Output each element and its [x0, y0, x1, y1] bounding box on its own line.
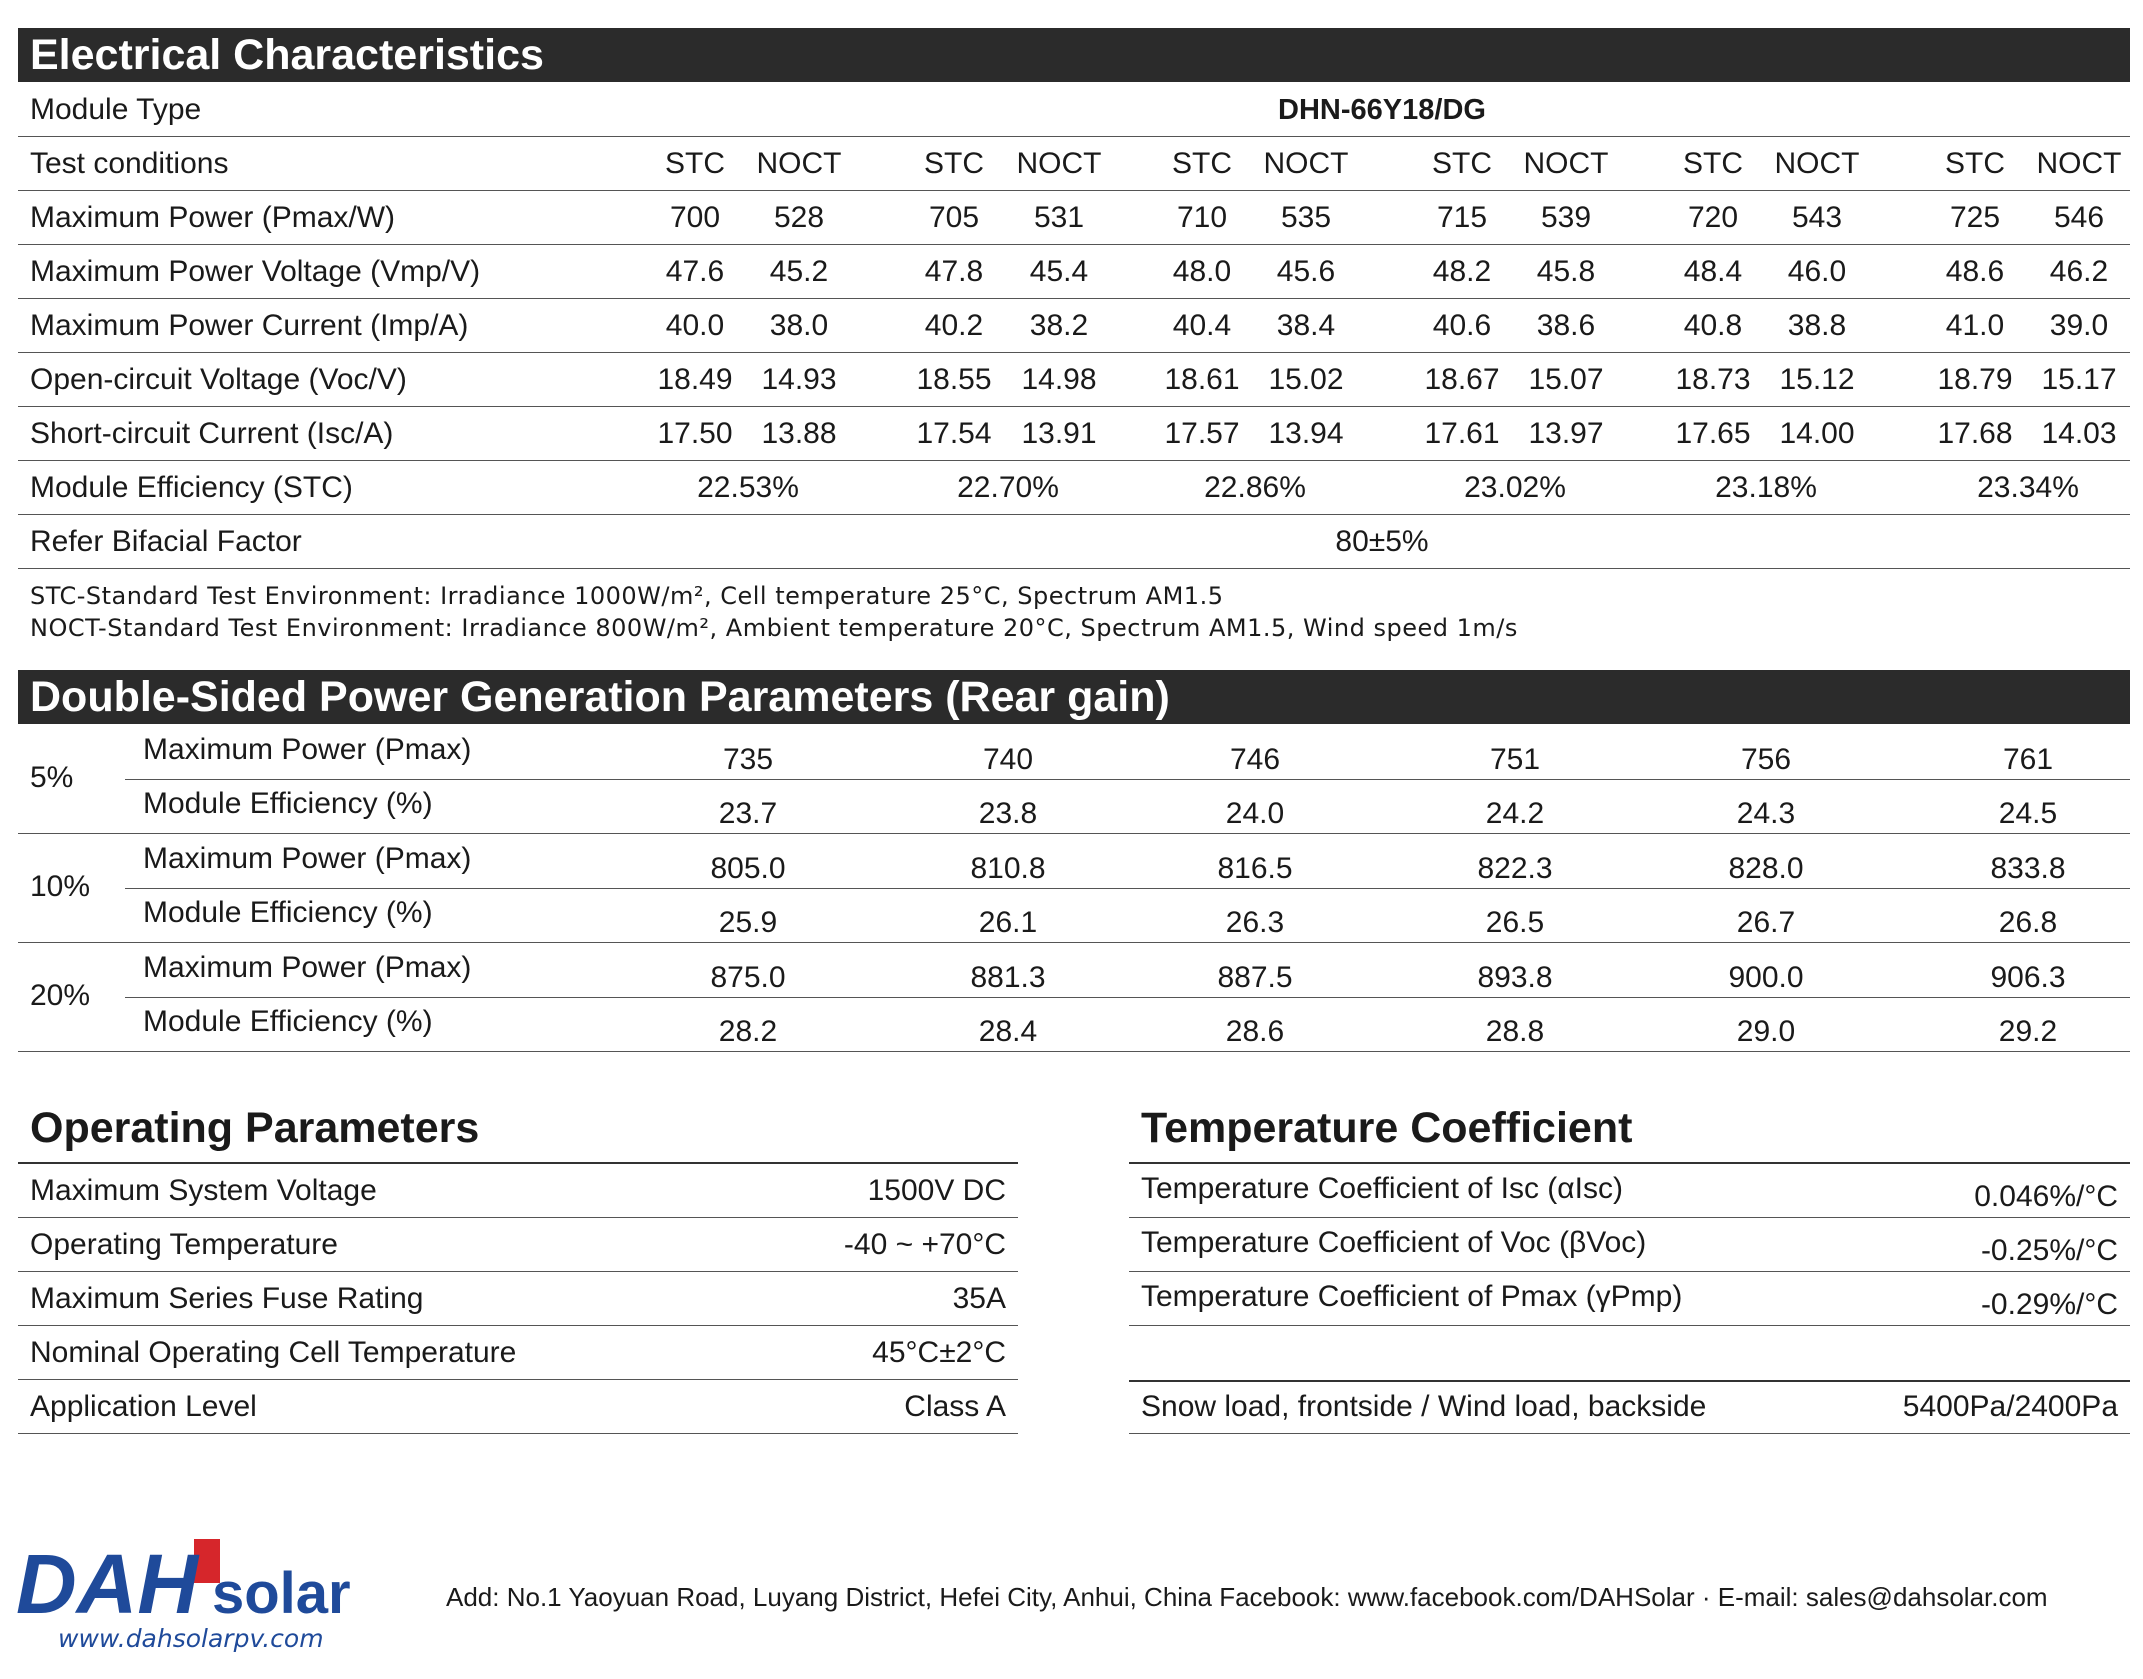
- operating-row: [18, 1272, 1018, 1326]
- gain-label: 20%: [30, 979, 91, 1012]
- cell-value: 18.79: [1937, 363, 2013, 396]
- cell-value: 38.4: [1276, 309, 1336, 342]
- cell-value: 746: [1229, 743, 1281, 776]
- cell-value: 15.17: [2041, 363, 2117, 396]
- cell-value: 23.7: [718, 797, 778, 830]
- noct-note: NOCT-Standard Test Environment: Irradiance 800W/m², Ambient temperature 20°C, Spectrum AM1.5, Wind speed 1m/s: [30, 614, 1518, 642]
- module-type-label: Module Type: [30, 93, 202, 126]
- cell-value: 816.5: [1217, 852, 1293, 885]
- operating-parameters-title: Operating Parameters: [30, 1104, 480, 1152]
- dah-solar-logo: [16, 1535, 366, 1655]
- cell-value: 39.0: [2049, 309, 2109, 342]
- cell-value: 29.2: [1998, 1015, 2058, 1048]
- cell-value: 17.65: [1675, 417, 1751, 450]
- cell-value: 14.00: [1779, 417, 1855, 450]
- cell-value: 810.8: [970, 852, 1046, 885]
- cell-value: 833.8: [1990, 852, 2066, 885]
- row-label: Temperature Coefficient of Pmax (γPmp): [1141, 1280, 1683, 1313]
- cell-value: 48.2: [1432, 255, 1492, 288]
- cell-value: 38.2: [1029, 309, 1089, 342]
- cell-value: 26.7: [1736, 906, 1796, 939]
- operating-row: [18, 1326, 1018, 1380]
- efficiency-value: 22.70%: [957, 471, 1059, 504]
- cell-value: 17.68: [1937, 417, 2013, 450]
- cell-value: 539: [1540, 201, 1592, 234]
- efficiency-value: 22.53%: [697, 471, 799, 504]
- row-label: Short-circuit Current (Isc/A): [30, 417, 394, 450]
- cell-value: 28.4: [978, 1015, 1038, 1048]
- operating-row: [18, 1164, 1018, 1218]
- temperature-coefficient-title: Temperature Coefficient: [1141, 1104, 1633, 1152]
- cell-value: 46.2: [2049, 255, 2109, 288]
- cell-value: 14.03: [2041, 417, 2117, 450]
- temperature-row: [1129, 1164, 2130, 1218]
- max-power-voltage-row: [18, 245, 2130, 299]
- cell-value: 41.0: [1945, 309, 2005, 342]
- cell-value: 40.4: [1172, 309, 1232, 342]
- cell-value: 26.5: [1485, 906, 1545, 939]
- row-label: Temperature Coefficient of Voc (βVoc): [1141, 1226, 1647, 1259]
- condition-header: NOCT: [1016, 147, 1102, 180]
- module-efficiency-row: [18, 461, 2130, 515]
- efficiency-value: 23.34%: [1977, 471, 2079, 504]
- stc-note: STC-Standard Test Environment: Irradiance 1000W/m², Cell temperature 25°C, Spectrum AM1.5: [30, 582, 1224, 610]
- efficiency-value: 22.86%: [1204, 471, 1306, 504]
- cell-value: 751: [1489, 743, 1541, 776]
- condition-header: STC: [1432, 147, 1492, 180]
- max-power-row: [18, 191, 2130, 245]
- cell-value: 17.61: [1424, 417, 1500, 450]
- row-value: -0.25%/°C: [1980, 1234, 2118, 1267]
- cell-value: 18.67: [1424, 363, 1500, 396]
- bifacial-factor-row: [18, 515, 2130, 569]
- gain-power-row: [125, 834, 2130, 889]
- condition-header: NOCT: [756, 147, 842, 180]
- section-title: Double-Sided Power Generation Parameters (Rear gain): [30, 673, 1170, 721]
- row-label: Nominal Operating Cell Temperature: [30, 1336, 517, 1369]
- cell-value: 531: [1033, 201, 1085, 234]
- cell-value: 13.97: [1528, 417, 1604, 450]
- row-value: 35A: [952, 1282, 1006, 1315]
- row-label: Module Efficiency (STC): [30, 471, 353, 504]
- row-label: Maximum Power (Pmax): [143, 842, 472, 875]
- gain-group-5: [18, 725, 2130, 834]
- cell-value: 18.49: [657, 363, 733, 396]
- footer-contact: Add: No.1 Yaoyuan Road, Luyang District, Hefei City, Anhui, China Facebook: www.facebook.com/DAHSolar · E-mail: sales@dahsolar.com: [446, 1582, 2048, 1612]
- cell-value: 700: [669, 201, 721, 234]
- cell-value: 15.02: [1268, 363, 1344, 396]
- condition-header: STC: [924, 147, 984, 180]
- cell-value: 715: [1436, 201, 1488, 234]
- cell-value: 45.6: [1276, 255, 1336, 288]
- row-value: Class A: [904, 1390, 1006, 1423]
- gain-label: 10%: [30, 870, 91, 903]
- cell-value: 46.0: [1787, 255, 1847, 288]
- cell-value: 893.8: [1477, 961, 1553, 994]
- condition-header: STC: [1683, 147, 1743, 180]
- gain-label: 5%: [30, 761, 74, 794]
- cell-value: 24.3: [1736, 797, 1796, 830]
- cell-value: 48.6: [1945, 255, 2005, 288]
- row-value: 0.046%/°C: [1974, 1180, 2118, 1213]
- cell-value: 17.54: [916, 417, 992, 450]
- bifacial-factor-value: 80±5%: [1335, 525, 1429, 558]
- condition-header: NOCT: [2036, 147, 2122, 180]
- condition-header: NOCT: [1263, 147, 1349, 180]
- efficiency-value: 23.02%: [1464, 471, 1566, 504]
- temperature-row: [1129, 1218, 2130, 1272]
- cell-value: 15.07: [1528, 363, 1604, 396]
- condition-header: NOCT: [1774, 147, 1860, 180]
- row-label: Maximum Power Current (Imp/A): [30, 309, 469, 342]
- row-label: Module Efficiency (%): [143, 1005, 433, 1038]
- cell-value: 528: [773, 201, 825, 234]
- electrical-characteristics-header: [18, 28, 2130, 82]
- gain-group-20: [18, 943, 2130, 1052]
- cell-value: 38.6: [1536, 309, 1596, 342]
- cell-value: 756: [1740, 743, 1792, 776]
- condition-header: STC: [1172, 147, 1232, 180]
- cell-value: 17.50: [657, 417, 733, 450]
- row-value: -40 ~ +70°C: [843, 1228, 1006, 1261]
- cell-value: 26.8: [1998, 906, 2058, 939]
- cell-value: 47.8: [924, 255, 984, 288]
- row-label: Open-circuit Voltage (Voc/V): [30, 363, 407, 396]
- open-circuit-voltage-row: [18, 353, 2130, 407]
- cell-value: 26.3: [1225, 906, 1285, 939]
- max-power-current-row: [18, 299, 2130, 353]
- cell-value: 822.3: [1477, 852, 1553, 885]
- logo-website-text: www.dahsolarpv.com: [58, 1624, 324, 1653]
- cell-value: 761: [2002, 743, 2054, 776]
- condition-header: NOCT: [1523, 147, 1609, 180]
- temperature-row: [1129, 1272, 2130, 1326]
- cell-value: 40.0: [665, 309, 725, 342]
- row-label: Maximum Power (Pmax): [143, 951, 472, 984]
- cell-value: 24.5: [1998, 797, 2058, 830]
- cell-value: 26.1: [978, 906, 1038, 939]
- cell-value: 735: [722, 743, 774, 776]
- cell-value: 28.6: [1225, 1015, 1285, 1048]
- cell-value: 48.4: [1683, 255, 1743, 288]
- cell-value: 38.8: [1787, 309, 1847, 342]
- cell-value: 906.3: [1990, 961, 2066, 994]
- row-value: 5400Pa/2400Pa: [1902, 1390, 2118, 1423]
- gain-efficiency-row: [125, 779, 2130, 833]
- cell-value: 740: [982, 743, 1034, 776]
- logo-dah-text: DAH: [16, 1537, 198, 1631]
- cell-value: 45.8: [1536, 255, 1596, 288]
- cell-value: 40.6: [1432, 309, 1492, 342]
- cell-value: 543: [1791, 201, 1843, 234]
- cell-value: 710: [1176, 201, 1228, 234]
- gain-group-10: [18, 834, 2130, 943]
- cell-value: 535: [1280, 201, 1332, 234]
- cell-value: 18.61: [1164, 363, 1240, 396]
- cell-value: 28.8: [1485, 1015, 1545, 1048]
- operating-row: [18, 1218, 1018, 1272]
- row-label: Maximum Power (Pmax/W): [30, 201, 396, 234]
- cell-value: 15.12: [1779, 363, 1855, 396]
- cell-value: 18.73: [1675, 363, 1751, 396]
- cell-value: 887.5: [1217, 961, 1293, 994]
- logo-solar-text: solar: [212, 1561, 351, 1626]
- cell-value: 13.88: [761, 417, 837, 450]
- cell-value: 875.0: [710, 961, 786, 994]
- row-label: Maximum Series Fuse Rating: [30, 1282, 424, 1315]
- cell-value: 900.0: [1728, 961, 1804, 994]
- cell-value: 17.57: [1164, 417, 1240, 450]
- short-circuit-current-row: [18, 407, 2130, 461]
- cell-value: 881.3: [970, 961, 1046, 994]
- load-row: [1129, 1380, 2130, 1434]
- cell-value: 805.0: [710, 852, 786, 885]
- row-label: Module Efficiency (%): [143, 896, 433, 929]
- cell-value: 14.93: [761, 363, 837, 396]
- module-type-value: DHN-66Y18/DG: [1278, 94, 1486, 126]
- cell-value: 828.0: [1728, 852, 1804, 885]
- row-label: Maximum Power (Pmax): [143, 733, 472, 766]
- row-value: 45°C±2°C: [872, 1336, 1006, 1369]
- cell-value: 23.8: [978, 797, 1038, 830]
- cell-value: 13.91: [1021, 417, 1097, 450]
- condition-header: STC: [665, 147, 725, 180]
- row-label: Module Efficiency (%): [143, 787, 433, 820]
- row-value: 1500V DC: [867, 1174, 1006, 1207]
- gain-power-row: [125, 943, 2130, 998]
- row-label: Refer Bifacial Factor: [30, 525, 302, 558]
- cell-value: 40.2: [924, 309, 984, 342]
- cell-value: 13.94: [1268, 417, 1344, 450]
- cell-value: 18.55: [916, 363, 992, 396]
- cell-value: 38.0: [769, 309, 829, 342]
- gain-efficiency-row: [125, 888, 2130, 942]
- cell-value: 45.4: [1029, 255, 1089, 288]
- gain-efficiency-row: [125, 997, 2130, 1051]
- cell-value: 546: [2053, 201, 2105, 234]
- row-label: Operating Temperature: [30, 1228, 338, 1261]
- cell-value: 40.8: [1683, 309, 1743, 342]
- cell-value: 48.0: [1172, 255, 1232, 288]
- efficiency-value: 23.18%: [1715, 471, 1817, 504]
- gain-power-row: [125, 725, 2130, 780]
- row-label: Snow load, frontside / Wind load, backside: [1141, 1390, 1707, 1423]
- rear-gain-header: [18, 670, 2130, 724]
- cell-value: 24.0: [1225, 797, 1285, 830]
- cell-value: 720: [1687, 201, 1739, 234]
- row-value: -0.29%/°C: [1980, 1288, 2118, 1321]
- cell-value: 45.2: [769, 255, 829, 288]
- cell-value: 47.6: [665, 255, 725, 288]
- cell-value: 25.9: [718, 906, 778, 939]
- cell-value: 14.98: [1021, 363, 1097, 396]
- test-conditions-label: Test conditions: [30, 147, 229, 180]
- cell-value: 28.2: [718, 1015, 778, 1048]
- row-label: Maximum Power Voltage (Vmp/V): [30, 255, 481, 288]
- condition-header: STC: [1945, 147, 2005, 180]
- cell-value: 725: [1949, 201, 2001, 234]
- row-label: Temperature Coefficient of Isc (αIsc): [1141, 1172, 1623, 1205]
- test-conditions-row: [18, 137, 2130, 191]
- cell-value: 705: [928, 201, 980, 234]
- cell-value: 24.2: [1485, 797, 1545, 830]
- row-label: Application Level: [30, 1390, 257, 1423]
- module-type-row: [18, 83, 2130, 137]
- operating-row: [18, 1380, 1018, 1434]
- cell-value: 29.0: [1736, 1015, 1796, 1048]
- row-label: Maximum System Voltage: [30, 1174, 377, 1207]
- section-title: Electrical Characteristics: [30, 31, 544, 79]
